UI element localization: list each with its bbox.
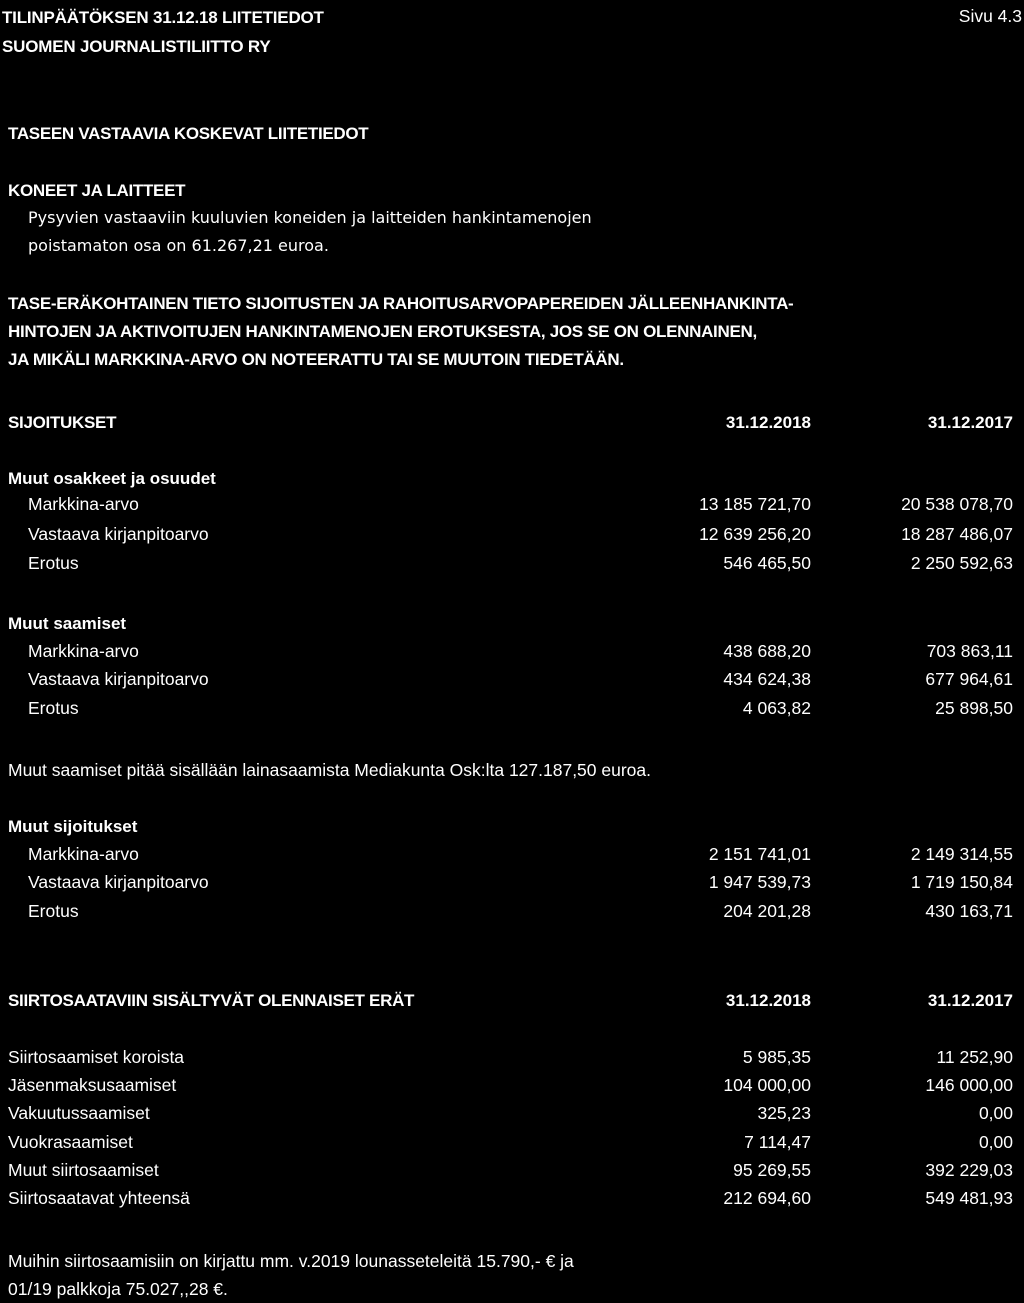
siirto-row-value-2018: 104 000,00 [723,1075,811,1095]
row-value-2017: 20 538 078,70 [901,494,1013,514]
row-value-2017: 703 863,11 [926,641,1013,661]
siirto-row-value-2018: 5 985,35 [742,1047,811,1067]
siirto-row-label: Siirtosaamiset koroista [8,1047,185,1067]
row-value-2017: 2 149 314,55 [910,844,1013,864]
siirto-note-line-2: 01/19 palkkoja 75.027,,28 €. [8,1279,228,1299]
siirto-row-value-2017: 0,00 [978,1132,1013,1152]
row-label: Erotus [28,901,79,921]
row-value-2017: 2 250 592,63 [910,553,1013,573]
siirto-row-label: Jäsenmaksusaamiset [8,1075,177,1095]
koneet-heading: KONEET JA LAITTEET [8,181,186,200]
siirto-row-value-2017: 392 229,03 [925,1160,1013,1180]
row-value-2017: 25 898,50 [935,698,1013,718]
document-title: TILINPÄÄTÖKSEN 31.12.18 LIITETIEDOT [2,8,324,27]
row-value-2018: 204 201,28 [723,901,811,921]
group-title: Muut saamiset [8,614,127,633]
row-label: Vastaava kirjanpitoarvo [28,872,209,892]
koneet-text-line-1: Pysyvien vastaaviin kuuluvien koneiden ja laitteiden hankintamenojen [28,208,592,227]
row-label: Erotus [28,553,79,573]
siirto-row-value-2017: 0,00 [978,1103,1013,1123]
sijoitukset-col-2018: 31.12.2018 [725,413,811,432]
row-label: Vastaava kirjanpitoarvo [28,669,209,689]
siirto-col-2018: 31.12.2018 [725,991,811,1010]
sijoitukset-heading: SIJOITUKSET [8,413,117,432]
row-value-2018: 438 688,20 [723,641,811,661]
row-label: Markkina-arvo [28,641,139,661]
siirto-row-value-2017: 11 252,90 [936,1047,1013,1067]
koneet-text-line-2: poistamaton osa on 61.267,21 euroa. [28,236,329,255]
siirto-total-label: Siirtosaatavat yhteensä [8,1188,190,1208]
page-number: Sivu 4.3 [958,6,1022,26]
row-label: Vastaava kirjanpitoarvo [28,524,209,544]
siirto-row-label: Vakuutussaamiset [8,1103,150,1123]
siirto-row-value-2018: 325,23 [757,1103,811,1123]
sijoitukset-col-2017: 31.12.2017 [927,413,1013,432]
row-label: Erotus [28,698,79,718]
row-value-2017: 677 964,61 [925,669,1013,689]
siirto-heading: SIIRTOSAATAVIIN SISÄLTYVÄT OLENNAISET ERÄT [8,991,415,1010]
row-label: Markkina-arvo [28,844,139,864]
row-value-2018: 12 639 256,20 [699,524,811,544]
tase-heading-line-2: HINTOJEN JA AKTIVOITUJEN HANKINTAMENOJEN EROTUKSESTA, JOS SE ON OLENNAINEN, [8,322,757,341]
siirto-row-label: Muut siirtosaamiset [8,1160,159,1180]
muut-saamiset-note: Muut saamiset pitää sisällään lainasaamista Mediakunta Osk:lta 127.187,50 euroa. [8,760,652,780]
siirto-note-line-1: Muihin siirtosaamisiin on kirjattu mm. v.2019 lounasseteleitä 15.790,- € ja [8,1251,574,1271]
row-value-2018: 434 624,38 [723,669,811,689]
row-value-2017: 18 287 486,07 [901,524,1013,544]
row-value-2017: 1 719 150,84 [910,872,1013,892]
row-value-2018: 1 947 539,73 [708,872,811,892]
siirto-total-value-2017: 549 481,93 [925,1188,1013,1208]
siirto-col-2017: 31.12.2017 [927,991,1013,1010]
siirto-total-value-2018: 212 694,60 [723,1188,811,1208]
row-value-2018: 2 151 741,01 [708,844,811,864]
siirto-row-value-2018: 95 269,55 [733,1160,811,1180]
section-title: TASEEN VASTAAVIA KOSKEVAT LIITETIEDOT [8,124,369,143]
tase-heading-line-3: JA MIKÄLI MARKKINA-ARVO ON NOTEERATTU TAI SE MUUTOIN TIEDETÄÄN. [8,350,624,369]
organization-name: SUOMEN JOURNALISTILIITTO RY [2,37,271,56]
group-title: Muut osakkeet ja osuudet [8,469,216,488]
siirto-row-label: Vuokrasaamiset [8,1132,133,1152]
row-value-2018: 4 063,82 [742,698,811,718]
row-value-2017: 430 163,71 [925,901,1013,921]
row-label: Markkina-arvo [28,494,139,514]
siirto-row-value-2017: 146 000,00 [925,1075,1013,1095]
tase-heading-line-1: TASE-ERÄKOHTAINEN TIETO SIJOITUSTEN JA RAHOITUSARVOPAPEREIDEN JÄLLEENHANKINTA- [8,294,794,313]
siirto-row-value-2018: 7 114,47 [744,1132,811,1152]
group-title: Muut sijoitukset [8,817,138,836]
row-value-2018: 13 185 721,70 [699,494,811,514]
row-value-2018: 546 465,50 [723,553,811,573]
